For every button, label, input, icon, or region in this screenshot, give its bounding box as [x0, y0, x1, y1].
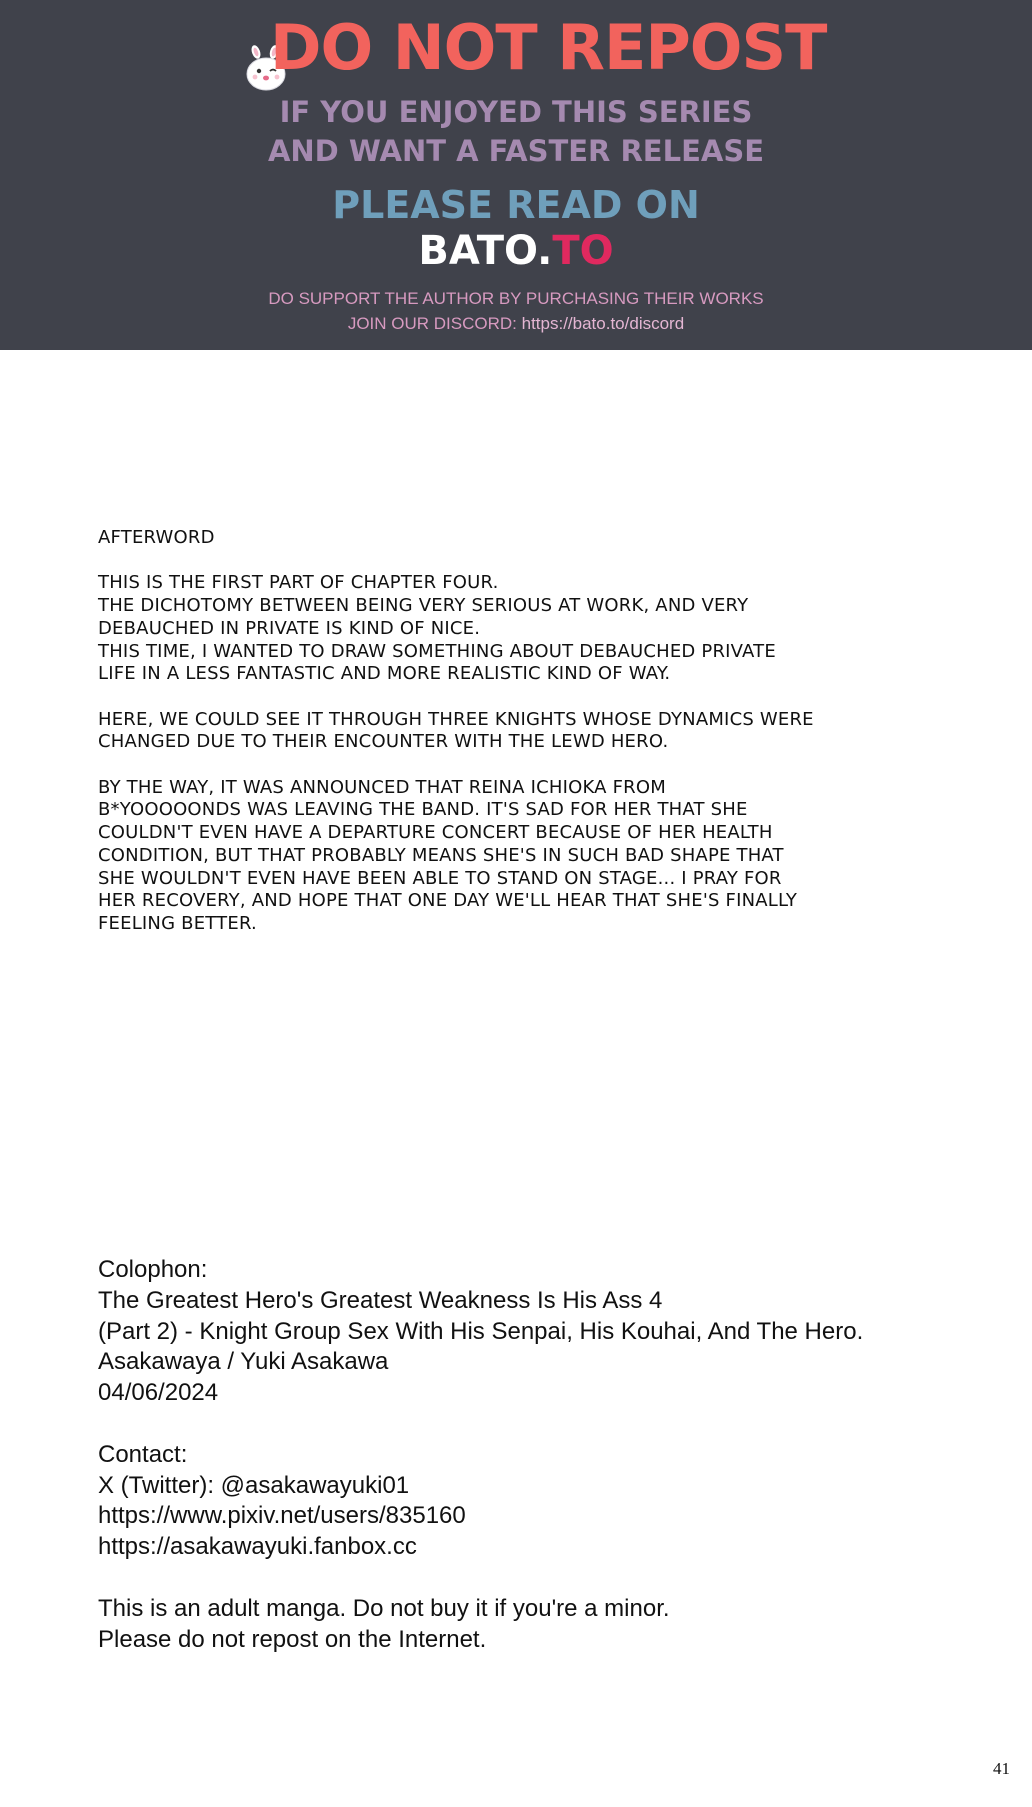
- site-name-main: BATO.: [418, 228, 553, 274]
- enjoyed-series-line: IF YOU ENJOYED THIS SERIES: [279, 95, 753, 129]
- afterword-line: COULDN'T EVEN HAVE A DEPARTURE CONCERT BECAUSE OF HER HEALTH: [98, 822, 773, 844]
- contact-twitter: X (Twitter): @asakawayuki01: [98, 1471, 410, 1499]
- afterword-line: HERE, WE COULD SEE IT THROUGH THREE KNIGHTS WHOSE DYNAMICS WERE: [98, 708, 814, 730]
- discord-label: JOIN OUR DISCORD:: [347, 314, 522, 333]
- afterword-line: CONDITION, BUT THAT PROBABLY MEANS SHE'S IN SUCH BAD SHAPE THAT: [98, 844, 784, 866]
- discord-line: [0, 314, 1032, 334]
- repost-warning-banner: [0, 0, 1032, 350]
- discord-link[interactable]: https://bato.to/discord: [521, 314, 685, 333]
- afterword-line: HER RECOVERY, AND HOPE THAT ONE DAY WE'LL HEAR THAT SHE'S FINALLY: [98, 890, 798, 912]
- afterword-line: B*YOOOOONDS WAS LEAVING THE BAND. IT'S SAD FOR HER THAT SHE: [98, 799, 748, 821]
- contact-pixiv-link[interactable]: https://www.pixiv.net/users/835160: [98, 1502, 466, 1530]
- repost-notice: Please do not repost on the Internet.: [98, 1625, 487, 1653]
- do-not-repost-headline: DO NOT REPOST: [270, 11, 827, 84]
- colophon-label: Colophon:: [98, 1256, 208, 1283]
- afterword-line: THIS TIME, I WANTED TO DRAW SOMETHING ABOUT DEBAUCHED PRIVATE: [98, 640, 776, 662]
- afterword-line: BY THE WAY, IT WAS ANNOUNCED THAT REINA ICHIOKA FROM: [98, 776, 666, 798]
- site-name-tld: TO: [552, 228, 614, 274]
- afterword-line: CHANGED DUE TO THEIR ENCOUNTER WITH THE LEWD HERO.: [98, 731, 669, 753]
- colophon-date: 04/06/2024: [98, 1379, 219, 1407]
- afterword-heading: AFTERWORD: [98, 527, 215, 548]
- support-author-line: DO SUPPORT THE AUTHOR BY PURCHASING THEIR WORKS: [268, 289, 764, 308]
- afterword-line: THE DICHOTOMY BETWEEN BEING VERY SERIOUS AT WORK, AND VERY: [98, 595, 749, 617]
- afterword-line: LIFE IN A LESS FANTASTIC AND MORE REALISTIC KIND OF WAY.: [98, 663, 671, 685]
- page-number: 41: [993, 1759, 1010, 1778]
- colophon-author: Asakawaya / Yuki Asakawa: [98, 1348, 389, 1376]
- afterword-line: SHE WOULDN'T EVEN HAVE BEEN ABLE TO STAND ON STAGE... I PRAY FOR: [98, 867, 782, 889]
- faster-release-line: AND WANT A FASTER RELEASE: [267, 134, 765, 168]
- afterword-line: DEBAUCHED IN PRIVATE IS KIND OF NICE.: [98, 617, 481, 639]
- colophon-title-line1: The Greatest Hero's Greatest Weakness Is His Ass 4: [98, 1286, 663, 1314]
- contact-label: Contact:: [98, 1440, 188, 1468]
- colophon-section: [98, 1255, 998, 1655]
- adult-notice: This is an adult manga. Do not buy it if you're a minor.: [98, 1594, 670, 1622]
- colophon-title-line2: (Part 2) - Knight Group Sex With His Senpai, His Kouhai, And The Hero.: [98, 1317, 864, 1345]
- site-name[interactable]: [0, 228, 1032, 274]
- afterword-line: THIS IS THE FIRST PART OF CHAPTER FOUR.: [98, 572, 499, 594]
- contact-fanbox-link[interactable]: https://asakawayuki.fanbox.cc: [98, 1533, 417, 1561]
- afterword-section: [98, 527, 958, 936]
- afterword-line: FEELING BETTER.: [98, 912, 257, 934]
- please-read-on-line: PLEASE READ ON: [332, 183, 700, 227]
